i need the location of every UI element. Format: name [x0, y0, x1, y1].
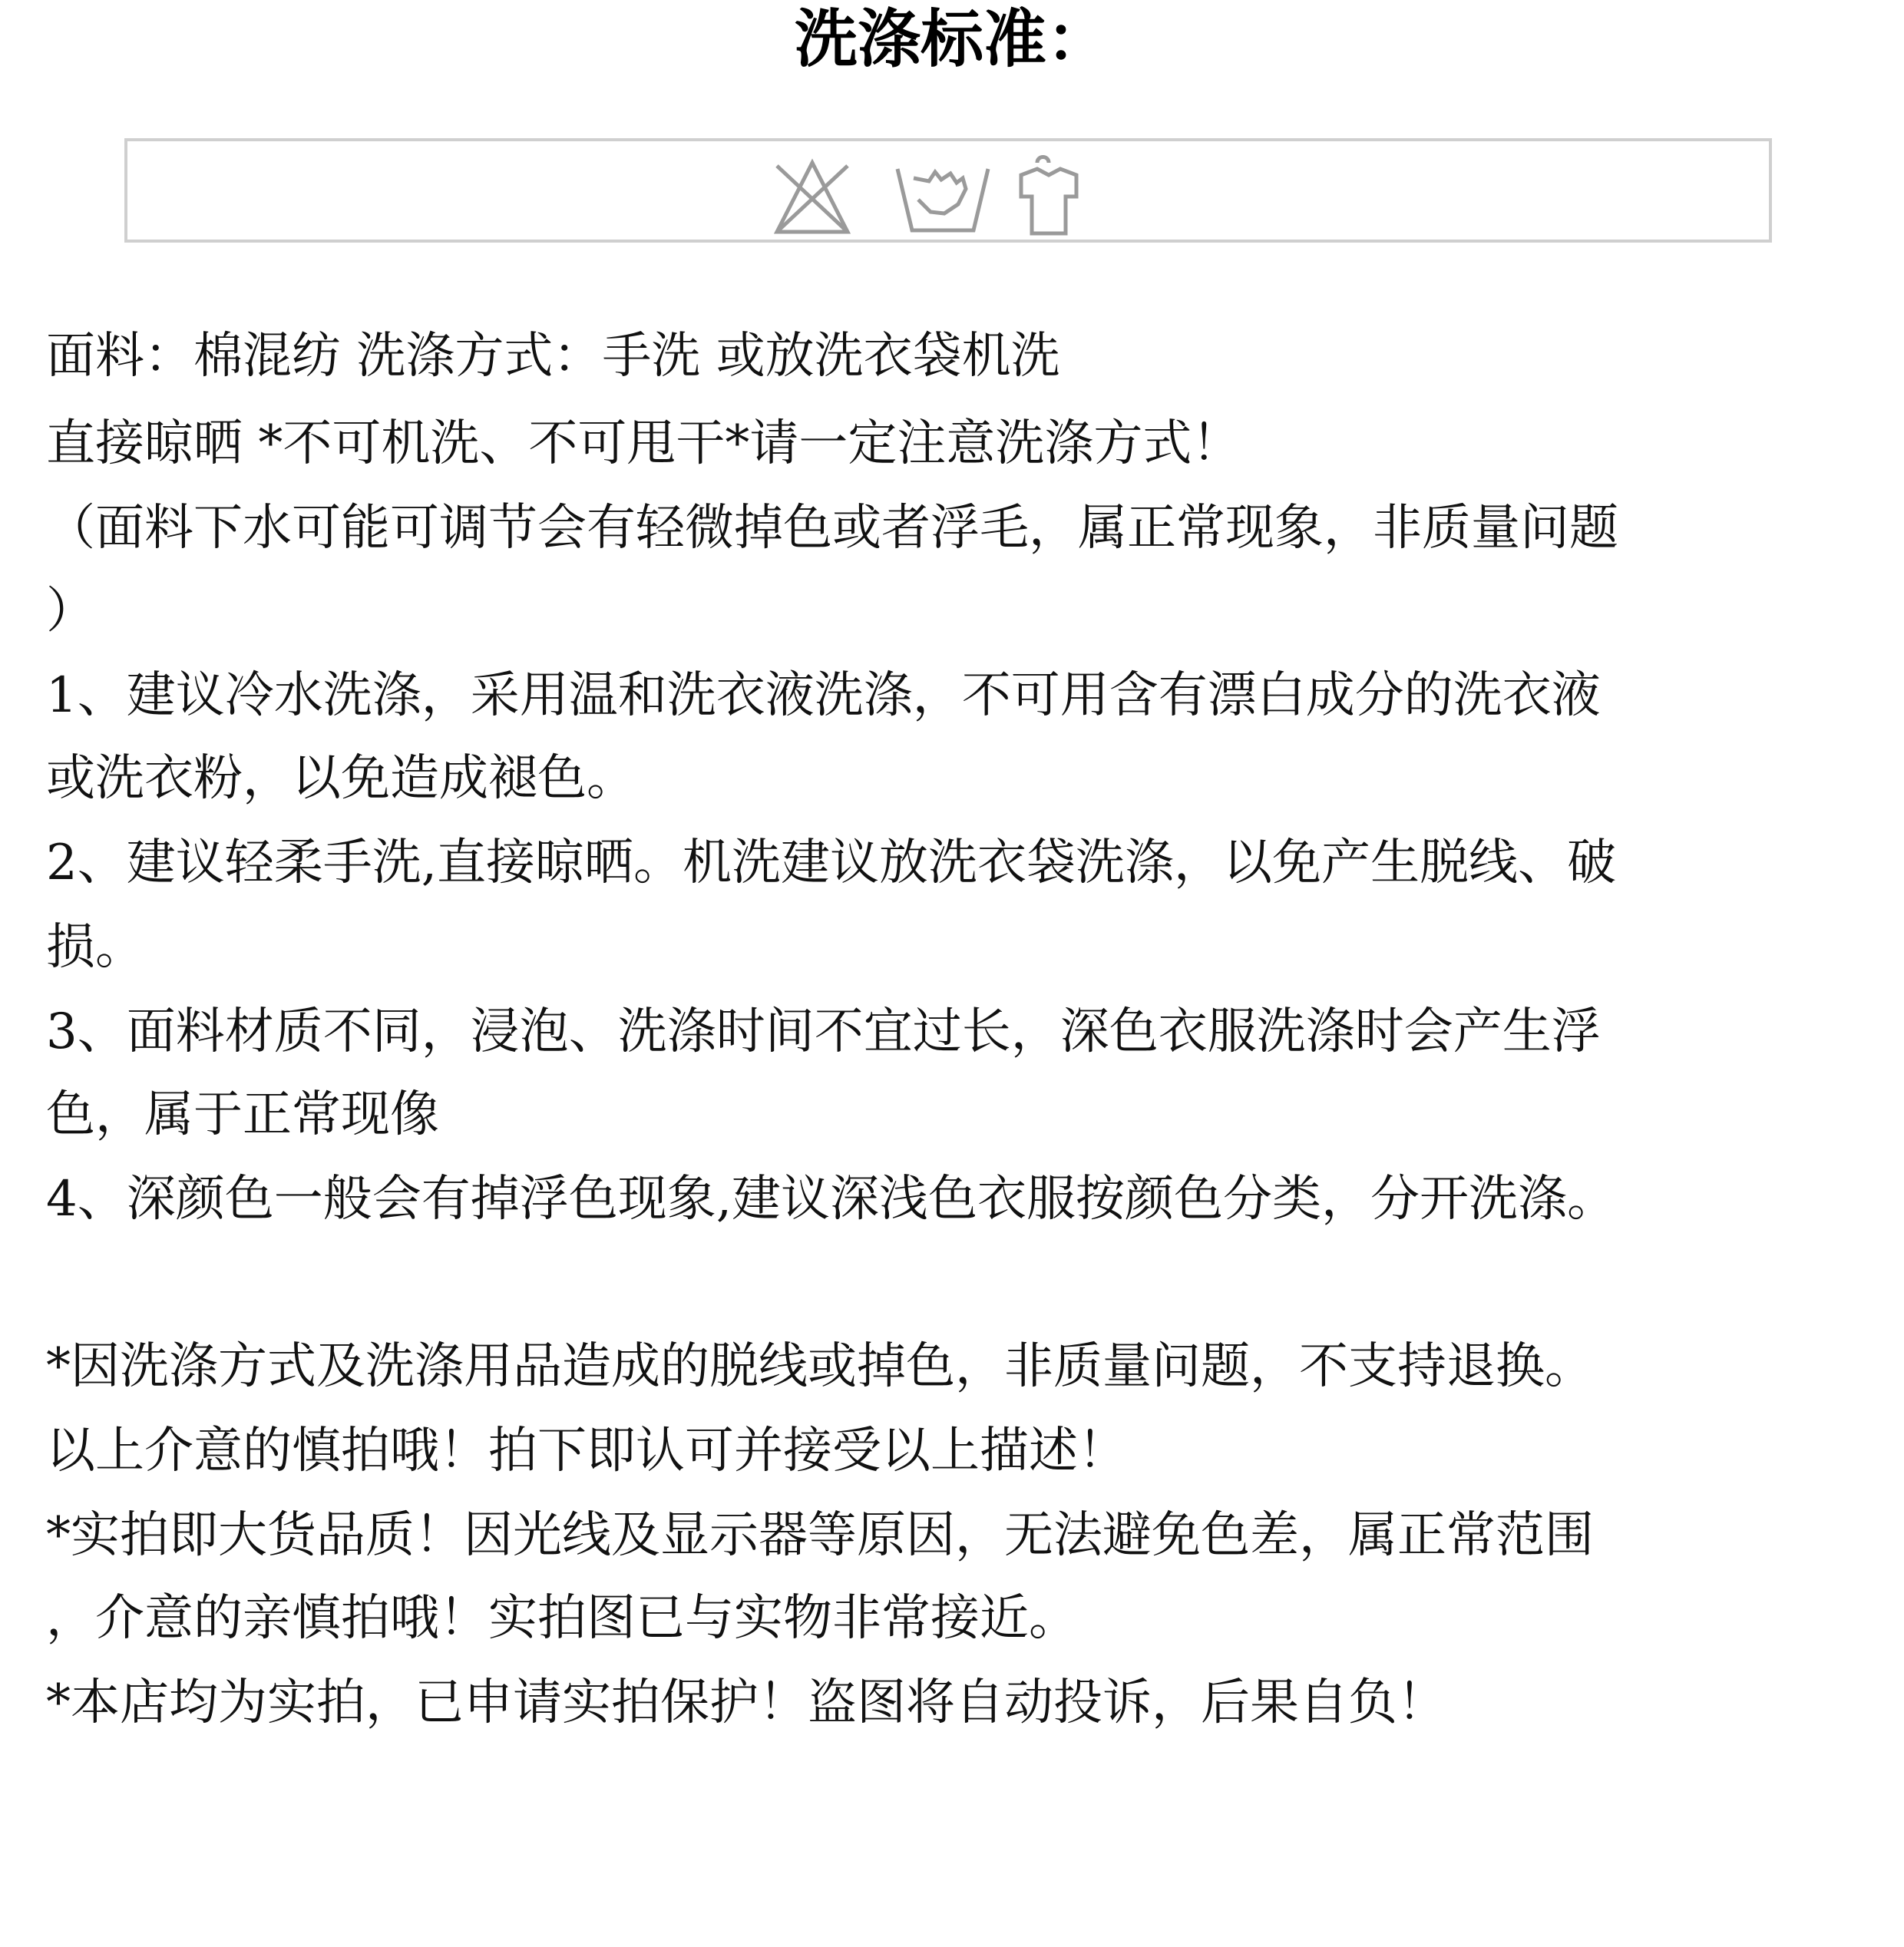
fabric-and-method-line: 面料：棉混纺 洗涤方式：手洗 或放洗衣袋机洗: [46, 328, 1060, 385]
color-note-line-end: ）: [46, 583, 95, 640]
instruction-3-line: 3、面料材质不同，浸泡、洗涤时间不宜过长，深色衣服洗涤时会产生浮: [46, 1003, 1601, 1060]
care-symbols: [127, 141, 1775, 246]
instruction-2-line: 2、建议轻柔手洗,直接晾晒。机洗建议放洗衣袋洗涤，以免产生脱线、破: [46, 835, 1617, 891]
page-title: 洗涤标准：: [794, 3, 1109, 76]
hang-dry-icon: [1021, 157, 1076, 234]
instruction-2-line-end: 损。: [46, 919, 144, 976]
return-policy-line: *因洗涤方式及洗涤用品造成的脱线或掉色，非质量问题，不支持退换。: [46, 1338, 1594, 1395]
instruction-1-line: 1、建议冷水洗涤，采用温和洗衣液洗涤，不可用含有漂白成分的洗衣液: [46, 667, 1601, 724]
hand-wash-icon: [897, 169, 988, 230]
instruction-4-line: 4、深颜色一般会有掉浮色现象,建议深浅色衣服按颜色分类，分开洗涤。: [46, 1171, 1617, 1228]
color-difference-line-end: ，介意的亲慎拍哦！实拍图已与实物非常接近。: [46, 1590, 1078, 1647]
care-symbols-box: [124, 138, 1772, 243]
photo-protection-line: *本店均为实拍，已申请实拍保护！盗图将自动投诉，后果自负！: [46, 1674, 1446, 1731]
instruction-1-line-end: 或洗衣粉，以免造成褪色。: [46, 750, 636, 807]
instruction-3-line-end: 色，属于正常现像: [46, 1086, 439, 1143]
drying-warning-line: 直接晾晒 *不可机洗、不可甩干*请一定注意洗涤方式！: [46, 415, 1241, 472]
do-not-bleach-icon: [777, 163, 848, 232]
color-difference-line: *实拍即大货品质！因光线及显示器等原因，无法避免色差，属正常范围: [46, 1507, 1594, 1564]
color-note-line: （面料下水可能可调节会有轻微掉色或者浮毛，属正常现象，非质量问题: [46, 500, 1618, 557]
purchase-consent-line: 以上介意的慎拍哦！拍下即认可并接受以上描述！: [46, 1423, 1127, 1479]
